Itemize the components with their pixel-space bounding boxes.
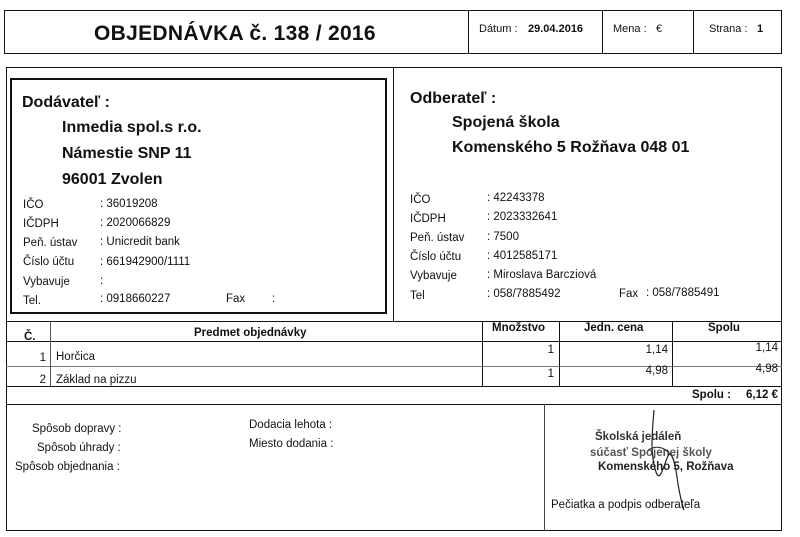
customer-phone-value: : 058/7885492 [487,288,561,300]
customer-address: Komenského 5 Rožňava 048 01 [452,139,690,156]
supplier-fax-label: Fax [226,293,246,305]
customer-account-label: Číslo účtu [410,251,462,263]
col-header-total: Spolu [708,322,740,334]
supplier-city: 96001 Zvolen [62,171,163,188]
supplier-ico-label: IČO [23,199,44,211]
currency-label: Mena : [613,23,647,35]
row-unit-price: 4,98 [645,365,668,377]
page-value: 1 [757,23,764,35]
stamp-line: Školská jedáleň [595,431,682,443]
col-header-qty: Množstvo [492,322,546,334]
table-top-rule [6,321,782,322]
supplier-icdph-label: IČDPH [23,218,59,230]
row-total: 4,98 [755,363,778,375]
supplier-contact-value: : [100,275,104,287]
signature-scribble [640,404,690,514]
col-rule-total [672,321,673,386]
supplier-ico-value: : 36019208 [100,198,158,210]
order-title: OBJEDNÁVKA č. 138 / 2016 [94,22,376,45]
header-divider-3 [693,10,694,54]
supplier-account-value: : 661942900/1111 [100,256,191,268]
currency-value: € [656,23,663,35]
customer-contact-value: : Miroslava Barcziová [487,269,597,281]
row2-rule [6,386,782,387]
col-rule-price [559,321,560,386]
supplier-street: Námestie SNP 11 [62,145,192,162]
sum-value: 6,12 € [746,389,778,401]
customer-icdph-value: : 2023332641 [487,211,558,223]
customer-ico-label: IČO [410,194,431,206]
date-value: 29.04.2016 [528,23,584,35]
footer-divider [544,404,545,531]
customer-ico-value: : 42243378 [487,192,545,204]
row-qty: 1 [547,368,554,380]
sum-label: Spolu : [692,389,731,401]
supplier-heading: Dodávateľ : [22,94,110,111]
customer-fax-label: Fax [619,288,639,300]
customer-icdph-label: IČDPH [410,213,446,225]
order-method-label: Spôsob objednania : [15,461,120,473]
col-rule-qty [482,321,483,386]
table-header-rule [6,341,782,342]
customer-phone-label: Tel [410,290,425,302]
supplier-phone-label: Tel. [23,295,41,307]
col-header-no: Č. [24,331,36,343]
customer-heading: Odberateľ : [410,90,497,107]
col-header-item: Predmet objednávky [194,327,307,339]
supplier-phone-value: : 0918660227 [100,293,171,305]
header-divider-2 [602,10,603,54]
stamp-line: súčasť Spojenej školy [590,447,712,459]
row-total: 1,14 [755,342,778,354]
row-item: Základ na pizzu [56,374,137,386]
payment-label: Spôsob úhrady : [37,442,121,454]
supplier-name: Inmedia spol.s r.o. [62,119,202,136]
party-separator [393,67,394,322]
supplier-icdph-value: : 2020066829 [100,217,171,229]
row-no: 2 [39,374,46,386]
signature-label: Pečiatka a podpis odberateľa [551,499,701,511]
col-rule-no [50,321,51,386]
header-divider-1 [468,10,469,54]
customer-account-value: : 4012585171 [487,250,558,262]
page-label: Strana : [709,23,748,35]
date-label: Dátum : [479,23,518,35]
row-no: 1 [39,352,46,364]
supplier-bank-value: : Unicredit bank [100,236,180,248]
supplier-account-label: Číslo účtu [23,256,75,268]
supplier-bank-label: Peň. ústav [23,237,78,249]
customer-name: Spojená škola [452,114,560,131]
customer-bank-label: Peň. ústav [410,232,465,244]
row-qty: 1 [547,344,554,356]
supplier-contact-label: Vybavuje [23,276,70,288]
row-item: Horčica [56,351,95,363]
delivery-term-label: Dodacia lehota : [249,419,333,431]
stamp-line: Komenského 5, Rožňava [598,461,734,473]
customer-contact-label: Vybavuje [410,270,457,282]
row-unit-price: 1,14 [645,344,668,356]
customer-fax-value: : 058/7885491 [646,287,720,299]
customer-bank-value: : 7500 [487,231,519,243]
transport-label: Spôsob dopravy : [32,423,122,435]
delivery-place-label: Miesto dodania : [249,438,334,450]
col-header-unit-price: Jedn. cena [584,322,644,334]
supplier-fax-value: : [272,293,276,305]
